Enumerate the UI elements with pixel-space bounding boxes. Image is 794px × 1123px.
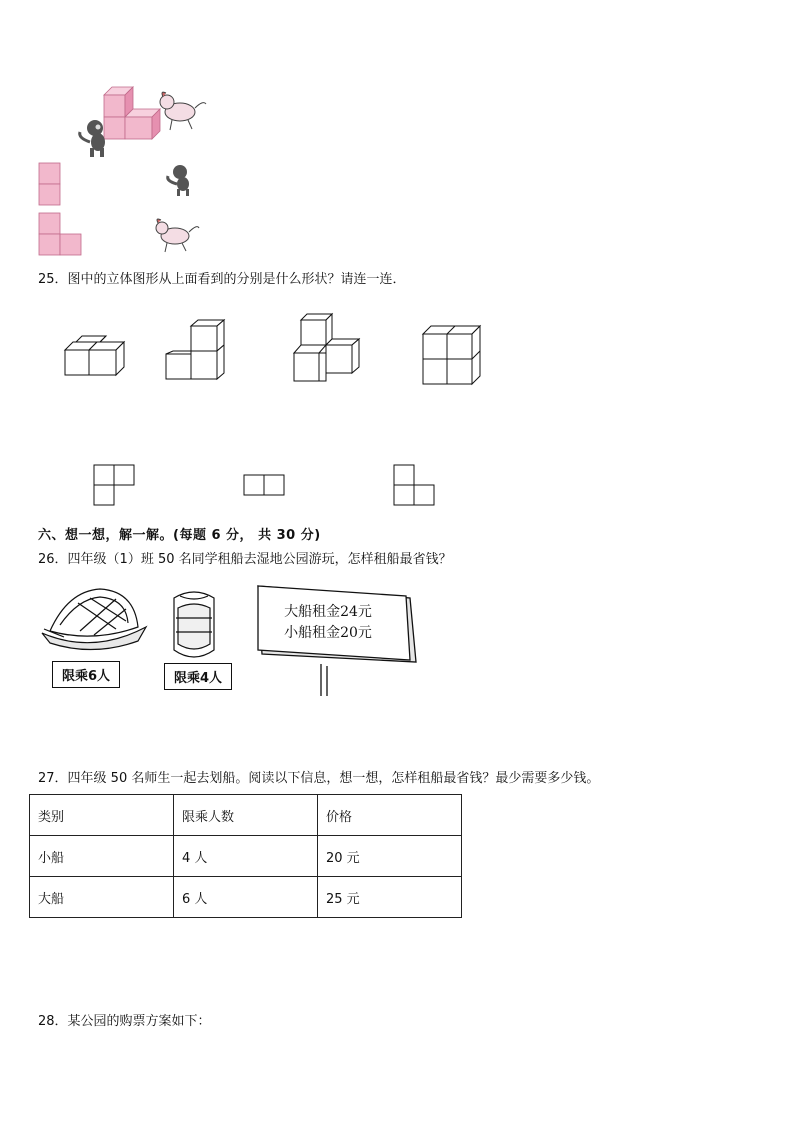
front-view-shape <box>39 163 60 205</box>
top-view-2 <box>244 475 284 495</box>
table-header-row <box>30 795 462 836</box>
cube-views-figure <box>30 80 230 260</box>
large-boat-caption: 限乘6人 <box>61 669 111 684</box>
question-28-text: 28．某公园的购票方案如下： <box>38 1014 211 1029</box>
dog-icon <box>156 219 199 252</box>
table-cell: 4 人 <box>174 836 318 877</box>
price-sign-text <box>268 602 388 644</box>
boat-info-table <box>29 794 462 918</box>
table-row <box>30 877 462 918</box>
monkey-icon <box>80 120 105 157</box>
monkey-icon <box>168 165 189 196</box>
solid-3 <box>294 314 359 381</box>
pink-cube-block <box>104 87 160 139</box>
table-row <box>30 836 462 877</box>
table-cell: 20 元 <box>318 836 462 877</box>
table-cell: 25 元 <box>318 877 462 918</box>
question-26-text: 26．四年级（1）班 50 名同学租船去湿地公园游玩，怎样租船最省钱？ <box>38 552 452 567</box>
table-cell: 小船 <box>30 836 174 877</box>
section-6-heading: 六、想一想，解一解。(每题 6 分， 共 30 分) <box>38 528 321 543</box>
side-view-shape <box>39 213 81 255</box>
table-cell: 6 人 <box>174 877 318 918</box>
large-boat-caption-box <box>52 661 120 688</box>
table-header-cell: 类别 <box>30 795 174 836</box>
table-cell: 大船 <box>30 877 174 918</box>
solid-1 <box>65 336 124 375</box>
small-boat-price: 小船租金20元 <box>284 625 372 641</box>
dog-icon <box>160 92 206 130</box>
table-header-cell: 价格 <box>318 795 462 836</box>
table-header-cell: 限乘人数 <box>174 795 318 836</box>
top-view-3 <box>394 465 434 505</box>
small-boat-icon <box>164 588 224 663</box>
question-25-text: 25．图中的立体图形从上面看到的分别是什么形状？请连一连． <box>38 272 406 287</box>
small-boat-caption: 限乘4人 <box>173 671 223 686</box>
q25-solids-and-views <box>60 310 500 520</box>
top-view-1 <box>94 465 134 505</box>
question-27-text: 27．四年级 50 名师生一起去划船。阅读以下信息，想一想，怎样租船最省钱？最少需要多少钱。 <box>38 771 600 786</box>
large-boat-price: 大船租金24元 <box>284 604 372 620</box>
solid-4 <box>423 326 480 384</box>
small-boat-caption-box <box>164 663 232 690</box>
solid-2 <box>166 320 224 379</box>
large-boat-icon <box>38 585 153 655</box>
